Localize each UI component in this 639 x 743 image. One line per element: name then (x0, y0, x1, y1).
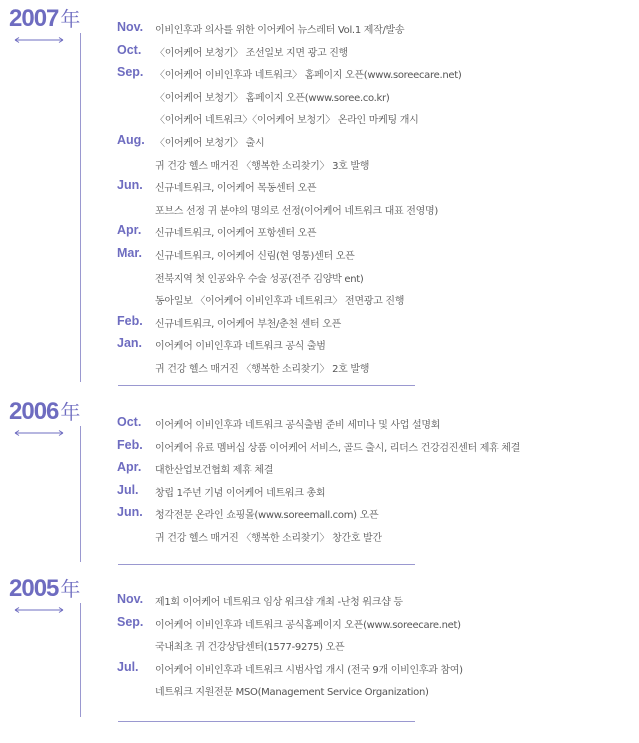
entry-text: 네트워크 지원전문 MSO(Management Service Organization) (155, 687, 429, 699)
month-label: Sep. (117, 614, 144, 629)
entry-text: 신규네트워크, 이어케어 부천/춘천 센터 오픈 (155, 318, 341, 330)
entry-text: 신규네트워크, 이어케어 포항센터 오픈 (155, 228, 317, 240)
double-arrow-icon (14, 37, 64, 43)
section-divider (118, 564, 415, 565)
month-label: Oct. (117, 415, 142, 429)
month-label: Apr. (117, 223, 142, 238)
month-label: Oct. (117, 42, 142, 57)
entry-text: 〈이어케어 보청기〉 홈페이지 오픈(www.soree.co.kr) (155, 92, 390, 104)
entry-text: 〈이어케어 보청기〉 조선일보 지면 광고 진행 (155, 47, 348, 59)
entry-text: 이어케어 이비인후과 네트워크 공식홈페이지 오픈(www.soreecare.net) (155, 619, 461, 631)
entry-text: 귀 건강 헬스 매거진 〈행복한 소리찾기〉 3호 발행 (155, 160, 370, 172)
entry-text: 이어케어 이비인후과 네트워크 공식 출범 (155, 341, 326, 353)
month-label: Feb. (117, 313, 143, 328)
month-label: Jun. (117, 178, 143, 193)
month-label: Aug. (117, 132, 145, 147)
month-label: Mar. (117, 245, 143, 260)
month-label: Jun. (117, 505, 143, 520)
entry-text: 이어케어 유료 멤버십 상품 이어케어 서비스, 골드 출시, 리더스 건강검진센터 제휴 체결 (155, 442, 521, 454)
timeline-line (80, 603, 81, 717)
entry-text: 〈이어케어 보청기〉 출시 (155, 137, 265, 149)
section-divider (118, 721, 415, 722)
entry-text: 전북지역 첫 인공와우 수술 성공(전주 김양박 ent) (155, 273, 364, 285)
timeline-line (80, 33, 81, 382)
entry-text: 이어케어 이비인후과 네트워크 공식출범 준비 세미나 및 사업 설명회 (155, 420, 441, 431)
year-heading: 2005 年 (9, 575, 80, 602)
entry-text: 청각전문 온라인 쇼핑몰(www.soreemall.com) 오픈 (155, 510, 379, 522)
entry-text: 대한산업보건협회 제휴 체결 (155, 465, 274, 477)
entry-text: 신규네트워크, 이어케어 신림(현 영통)센터 오픈 (155, 250, 355, 262)
entry-text: 귀 건강 헬스 매거진 〈행복한 소리찾기〉 창간호 발간 (155, 532, 382, 544)
entry-text: 〈이어케어 이비인후과 네트워크〉 홈페이지 오픈(www.soreecare.net) (155, 70, 462, 82)
double-arrow-icon (14, 430, 64, 436)
entry-text: 〈이어케어 네트워크〉〈이어케어 보청기〉 온라인 마케팅 개시 (155, 115, 419, 127)
month-label: Apr. (117, 460, 142, 475)
entry-text: 제1회 이어케어 네트워크 임상 워크샵 개최 -난청 워크샵 등 (155, 597, 403, 608)
month-label: Jul. (117, 659, 139, 674)
entry-text: 국내최초 귀 건강상담센터(1577-9275) 오픈 (155, 642, 345, 654)
month-label: Jul. (117, 482, 139, 497)
timeline-line (80, 426, 81, 562)
entry-text: 포브스 선정 귀 분야의 명의로 선정(이어케어 네트워크 대표 전영명) (155, 205, 438, 217)
entry-text: 창립 1주년 기념 이어케어 네트워크 총회 (155, 487, 326, 499)
entry-text: 이비인후과 의사를 위한 이어케어 뉴스레터 Vol.1 제작/발송 (155, 25, 405, 36)
month-label: Jan. (117, 336, 143, 351)
month-label: Nov. (117, 592, 144, 606)
entry-text: 이어케어 이비인후과 네트워크 시범사업 개시 (전국 9개 이비인후과 참여) (155, 664, 463, 676)
double-arrow-icon (14, 607, 64, 613)
month-label: Nov. (117, 20, 144, 34)
month-label: Feb. (117, 437, 143, 452)
year-heading: 2007 年 (9, 5, 80, 32)
entry-text: 신규네트워크, 이어케어 목동센터 오픈 (155, 183, 317, 195)
month-label: Sep. (117, 65, 144, 80)
section-divider (118, 385, 415, 386)
year-heading: 2006 年 (9, 398, 80, 425)
entry-text: 동아일보 〈이어케어 이비인후과 네트워크〉 전면광고 진행 (155, 296, 405, 308)
entry-text: 귀 건강 헬스 매거진 〈행복한 소리찾기〉 2호 발행 (155, 363, 370, 375)
